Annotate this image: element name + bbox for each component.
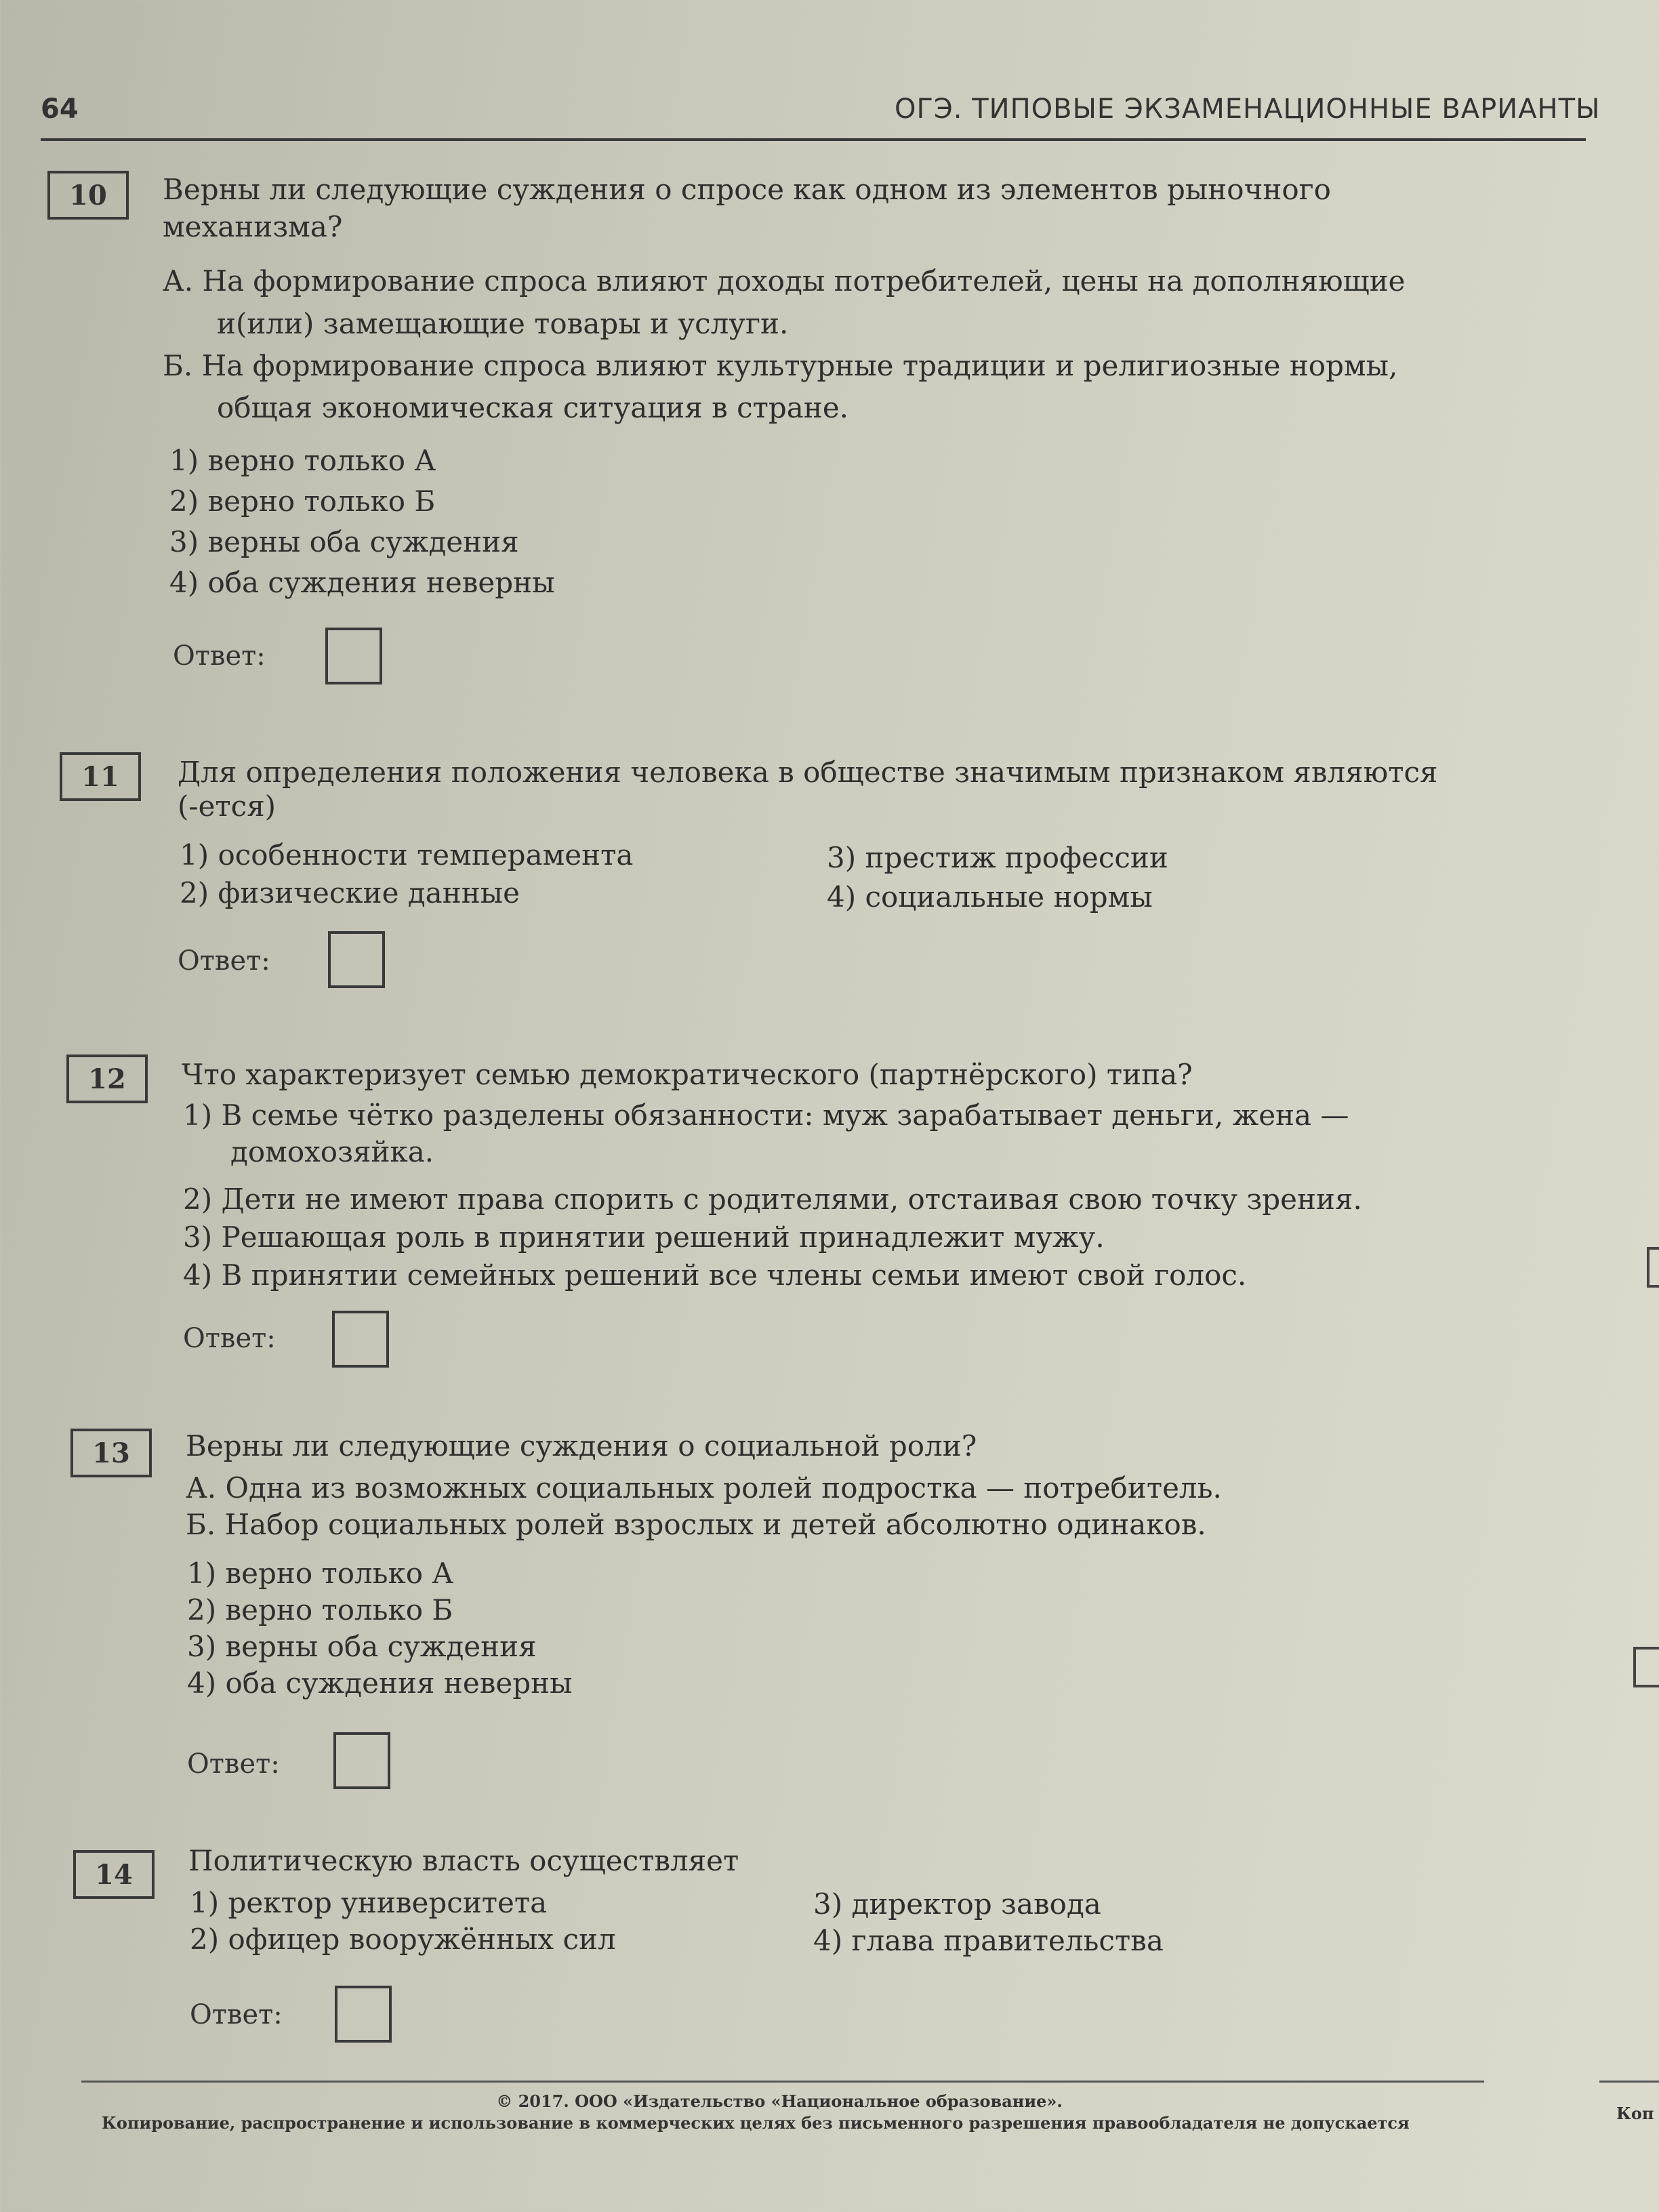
- q14-option-4: 4) глава правительства: [813, 1924, 1164, 1957]
- q10-answer-box[interactable]: [325, 628, 382, 684]
- page-number: 64: [41, 94, 79, 125]
- question-number-12: 12: [66, 1054, 148, 1103]
- q11-option-3: 3) престиж профессии: [827, 841, 1168, 874]
- q10-question-line1: Верны ли следующие суждения о спросе как одном из элементов рыночного: [163, 173, 1331, 206]
- header-divider: [41, 138, 1586, 141]
- q13-answer-box[interactable]: [333, 1732, 390, 1789]
- q12-option-1-line1: 1) В семье чётко разделены обязанности: муж зарабатывает деньги, жена —: [183, 1099, 1349, 1132]
- q14-option-1: 1) ректор университета: [190, 1886, 548, 1919]
- q14-question: Политическую власть осуществляет: [188, 1844, 739, 1877]
- running-header: ОГЭ. ТИПОВЫЕ ЭКЗАМЕНАЦИОННЫЕ ВАРИАНТЫ: [895, 94, 1601, 125]
- q13-statement-a: А. Одна из возможных социальных ролей подростка — потребитель.: [186, 1471, 1222, 1504]
- q13-option-3: 3) верны оба суждения: [187, 1630, 537, 1663]
- q11-option-1: 1) особенности темперамента: [180, 838, 634, 872]
- question-number-11: 11: [60, 752, 141, 801]
- q11-option-4: 4) социальные нормы: [827, 880, 1153, 914]
- footer-notice: Копирование, распространение и использование в коммерческих целях без письменного разрешения правообладателя не допускается: [102, 2113, 1410, 2133]
- q14-option-2: 2) офицер вооружённых сил: [190, 1923, 616, 1956]
- q12-option-2: 2) Дети не имеют права спорить с родителями, отстаивая свою точку зрения.: [183, 1183, 1362, 1216]
- q11-question-line2: (-ется): [178, 790, 276, 823]
- q10-option-2: 2) верно только Б: [169, 485, 436, 518]
- q12-answer-box[interactable]: [332, 1311, 389, 1368]
- q10-option-4: 4) оба суждения неверны: [169, 566, 555, 599]
- q12-option-1-line2: домохозяйка.: [230, 1135, 434, 1168]
- question-number-14: 14: [73, 1850, 155, 1899]
- q12-option-4: 4) В принятии семейных решений все члены семьи имеют свой голос.: [183, 1258, 1247, 1292]
- q13-question: Верны ли следующие суждения о социальной роли?: [186, 1429, 977, 1462]
- q11-answer-box[interactable]: [328, 931, 385, 988]
- q13-statement-b: Б. Набор социальных ролей взрослых и детей абсолютно одинаков.: [186, 1508, 1206, 1541]
- q11-option-2: 2) физические данные: [180, 876, 520, 909]
- question-number-10: 10: [47, 171, 129, 220]
- q11-answer-label: Ответ:: [178, 945, 270, 977]
- q14-option-3: 3) директор завода: [813, 1887, 1101, 1921]
- q10-option-1: 1) верно только А: [169, 444, 436, 477]
- q13-answer-label: Ответ:: [187, 1748, 280, 1780]
- q10-statement-a-line2: и(или) замещающие товары и услуги.: [217, 307, 789, 340]
- q10-statement-b-line2: общая экономическая ситуация в стране.: [217, 391, 849, 424]
- q10-statement-b-line1: Б. На формирование спроса влияют культурные традиции и религиозные нормы,: [163, 349, 1398, 382]
- q13-option-2: 2) верно только Б: [187, 1593, 453, 1626]
- facing-page-box-fragment: [1647, 1247, 1659, 1288]
- facing-page-box-fragment-2: [1633, 1647, 1659, 1687]
- q13-option-4: 4) оба суждения неверны: [187, 1666, 573, 1700]
- q10-question-line2: механизма?: [163, 210, 343, 243]
- question-number-13: 13: [70, 1429, 152, 1477]
- footer-divider: [81, 2081, 1484, 2083]
- q14-answer-box[interactable]: [335, 1986, 392, 2043]
- footer-divider-facing: [1599, 2081, 1659, 2083]
- facing-page-footer-fragment: Коп: [1616, 2104, 1654, 2123]
- q10-answer-label: Ответ:: [173, 640, 266, 672]
- footer-copyright: © 2017. ООО «Издательство «Национальное образование».: [496, 2091, 1063, 2111]
- q14-answer-label: Ответ:: [190, 1999, 283, 2030]
- q12-question: Что характеризует семью демократического (партнёрского) типа?: [182, 1058, 1193, 1091]
- q13-option-1: 1) верно только А: [187, 1557, 454, 1590]
- q12-option-3: 3) Решающая роль в принятии решений принадлежит мужу.: [183, 1221, 1105, 1254]
- q10-statement-a-line1: А. На формирование спроса влияют доходы потребителей, цены на дополняющие: [163, 264, 1406, 298]
- q12-answer-label: Ответ:: [183, 1323, 276, 1354]
- q10-option-3: 3) верны оба суждения: [169, 525, 519, 558]
- q11-question-line1: Для определения положения человека в обществе значимым признаком являются: [178, 756, 1438, 789]
